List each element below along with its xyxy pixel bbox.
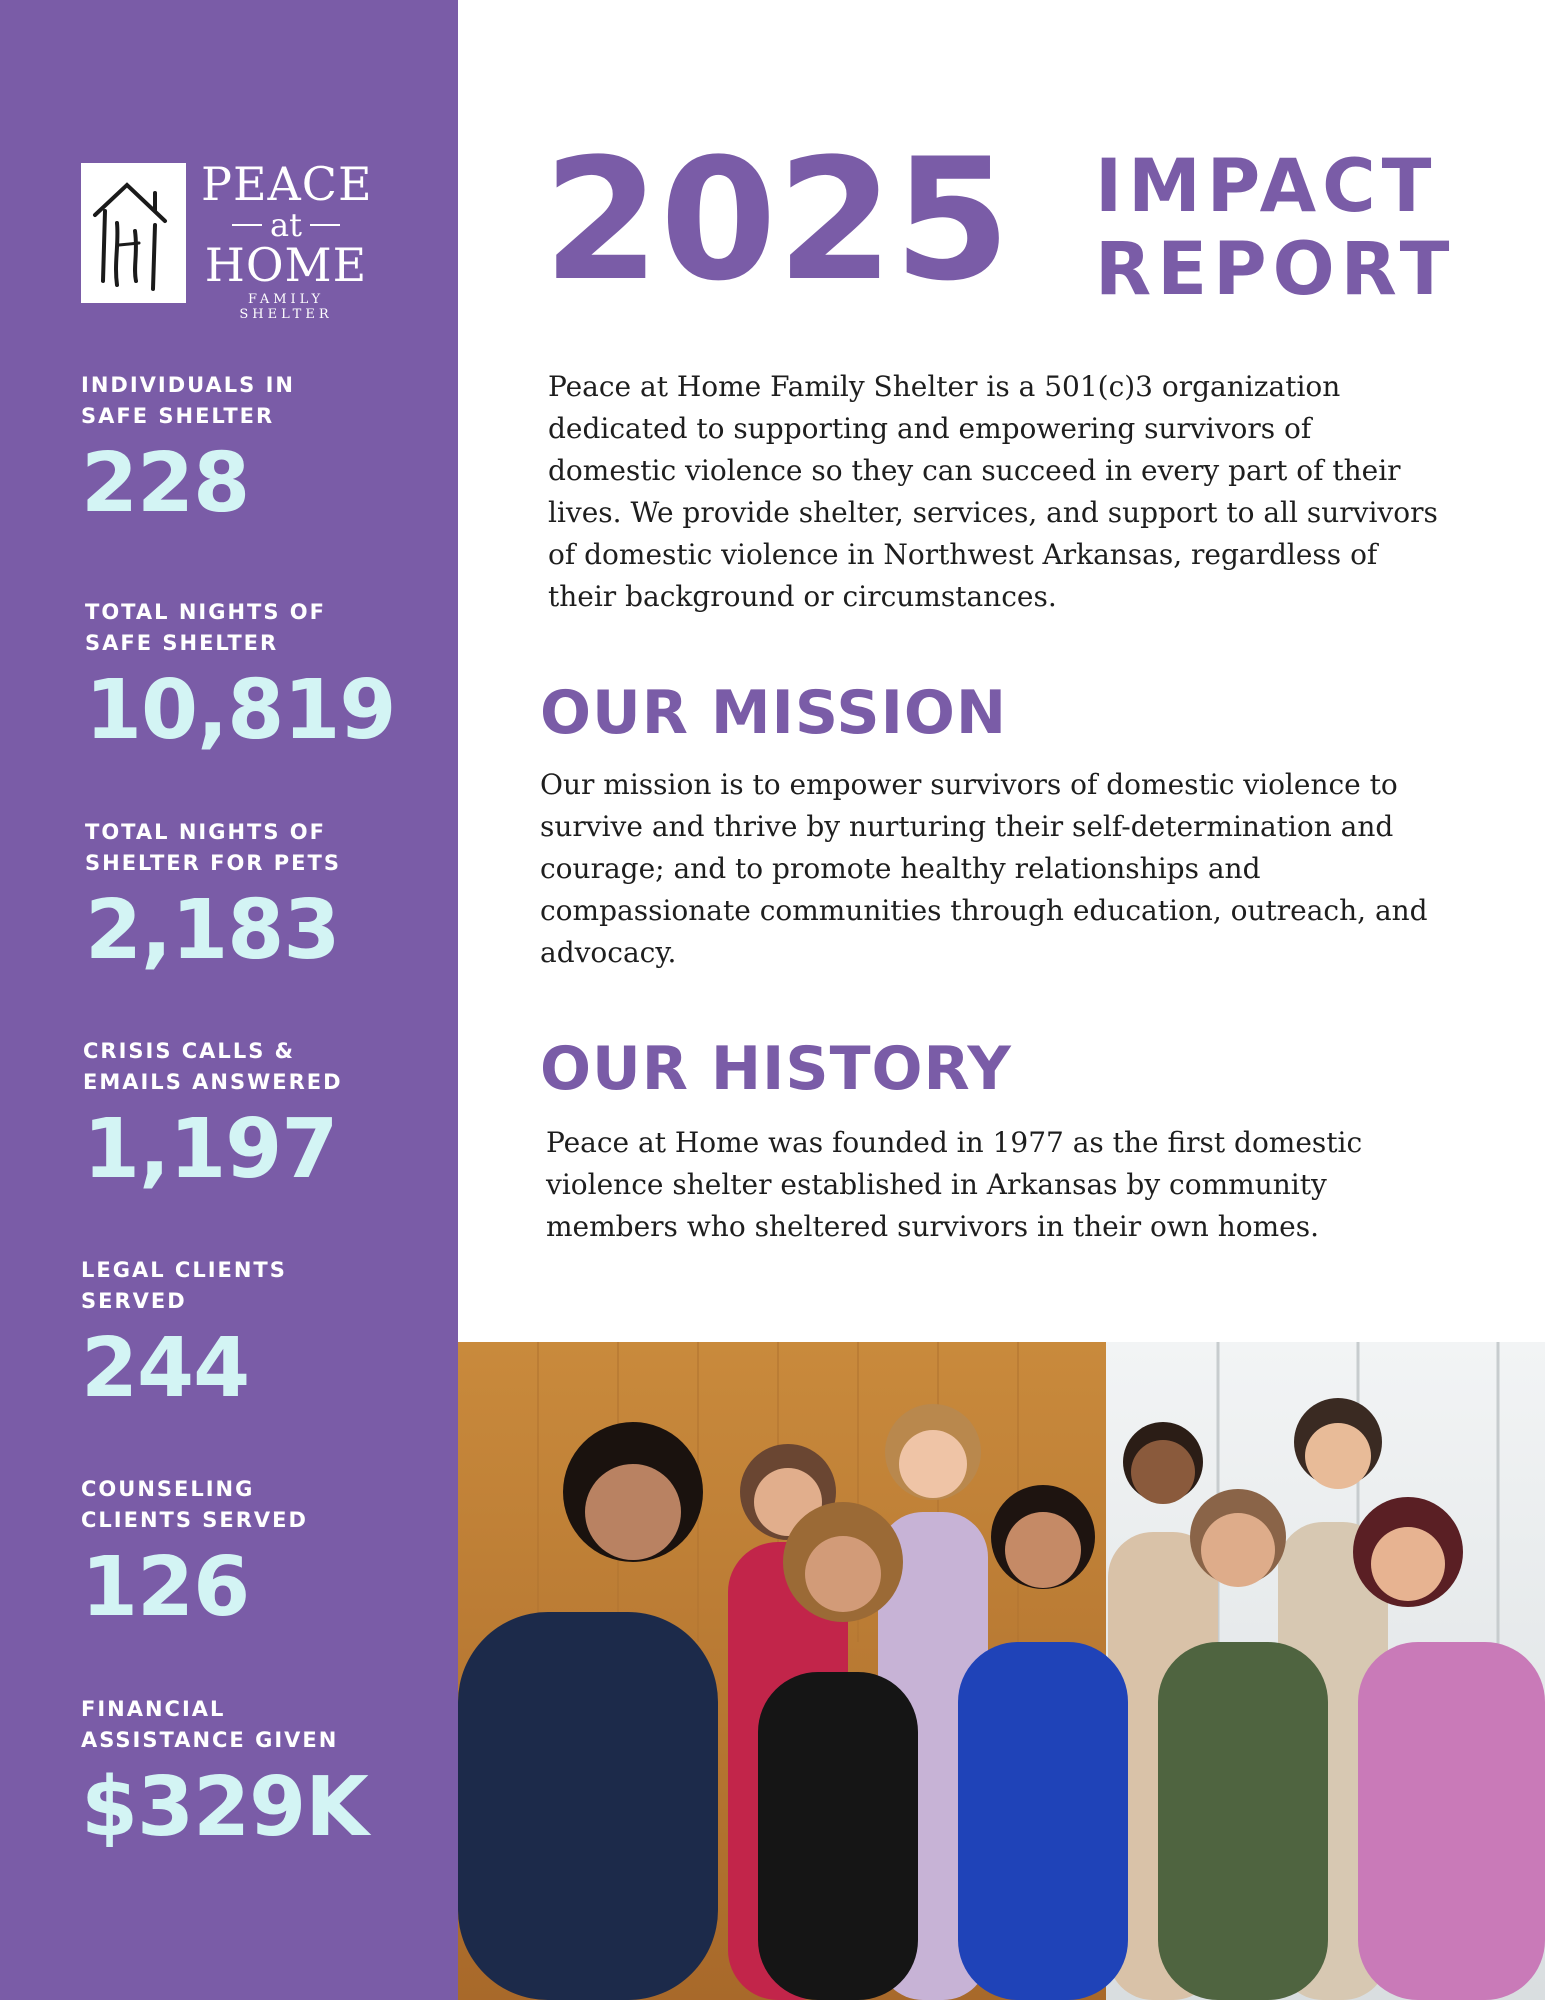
stats-sidebar <box>0 0 458 2000</box>
photo-illustration <box>458 1342 1545 2000</box>
stat-nights-shelter <box>85 597 445 757</box>
stat-value: 228 <box>81 436 250 531</box>
logo-mark <box>81 163 186 303</box>
history-paragraph: Peace at Home was founded in 1977 as the first domestic violence shelter established in Arkansas by community members who sheltered survivors in their own homes. <box>546 1126 1363 1243</box>
stat-financial-assistance <box>81 1694 441 1854</box>
logo-name-line1: PEACE <box>201 157 373 211</box>
stat-value: 10,819 <box>85 663 396 758</box>
stat-label: FINANCIAL <box>81 1697 226 1721</box>
stat-label: SAFE SHELTER <box>85 631 279 655</box>
report-title-word2: REPORT <box>1095 227 1456 312</box>
stat-nights-pets <box>85 817 445 977</box>
report-title <box>1095 145 1455 311</box>
logo-wordmark <box>201 157 373 322</box>
house-icon <box>81 163 186 303</box>
logo-rule-right <box>310 224 340 226</box>
stat-label: CLIENTS SERVED <box>81 1508 308 1532</box>
stat-label: TOTAL NIGHTS OF <box>85 820 326 844</box>
report-year: 2025 <box>543 122 1011 318</box>
stat-label: SHELTER FOR PETS <box>85 851 341 875</box>
staff-group-photo <box>458 1342 1545 2000</box>
stat-label: INDIVIDUALS IN <box>81 373 295 397</box>
stat-counseling-clients <box>81 1474 441 1634</box>
logo-rule-left <box>232 224 262 226</box>
stat-value: 126 <box>81 1540 250 1635</box>
stat-label: CRISIS CALLS & <box>83 1039 295 1063</box>
stat-label: SAFE SHELTER <box>81 404 275 428</box>
stat-value: 2,183 <box>85 883 340 978</box>
history-heading: OUR HISTORY <box>540 1034 1012 1104</box>
stat-crisis-calls <box>83 1036 443 1196</box>
stat-individuals-sheltered <box>81 370 441 530</box>
stat-legal-clients <box>81 1255 441 1415</box>
stat-label: COUNSELING <box>81 1477 255 1501</box>
stat-value: 244 <box>81 1321 250 1416</box>
logo-name-at: at <box>270 206 302 244</box>
stat-value: $329K <box>81 1760 368 1855</box>
stat-value: 1,197 <box>83 1102 338 1197</box>
logo <box>81 157 373 322</box>
intro-paragraph: Peace at Home Family Shelter is a 501(c)3 organization dedicated to supporting and empowering survivors of domestic violence so they can succeed in every part of their lives. We provide shelter, services, and support to all survivors of domestic violence in Northwest Arkansas, regardless of their background or circumstances. <box>548 370 1438 613</box>
stat-label: LEGAL CLIENTS <box>81 1258 287 1282</box>
logo-tagline: FAMILY SHELTER <box>239 292 333 322</box>
stat-label: ASSISTANCE GIVEN <box>81 1728 339 1752</box>
logo-name-line2: HOME <box>204 238 368 292</box>
mission-heading: OUR MISSION <box>540 678 1008 748</box>
mission-paragraph: Our mission is to empower survivors of domestic violence to survive and thrive by nurturing their self-determination and courage; and to promote healthy relationships and compassionate communities through education, outreach, and advocacy. <box>540 768 1428 969</box>
stat-label: SERVED <box>81 1289 187 1313</box>
stat-label: TOTAL NIGHTS OF <box>85 600 326 624</box>
stat-label: EMAILS ANSWERED <box>83 1070 343 1094</box>
report-title-word1: IMPACT <box>1095 144 1438 229</box>
